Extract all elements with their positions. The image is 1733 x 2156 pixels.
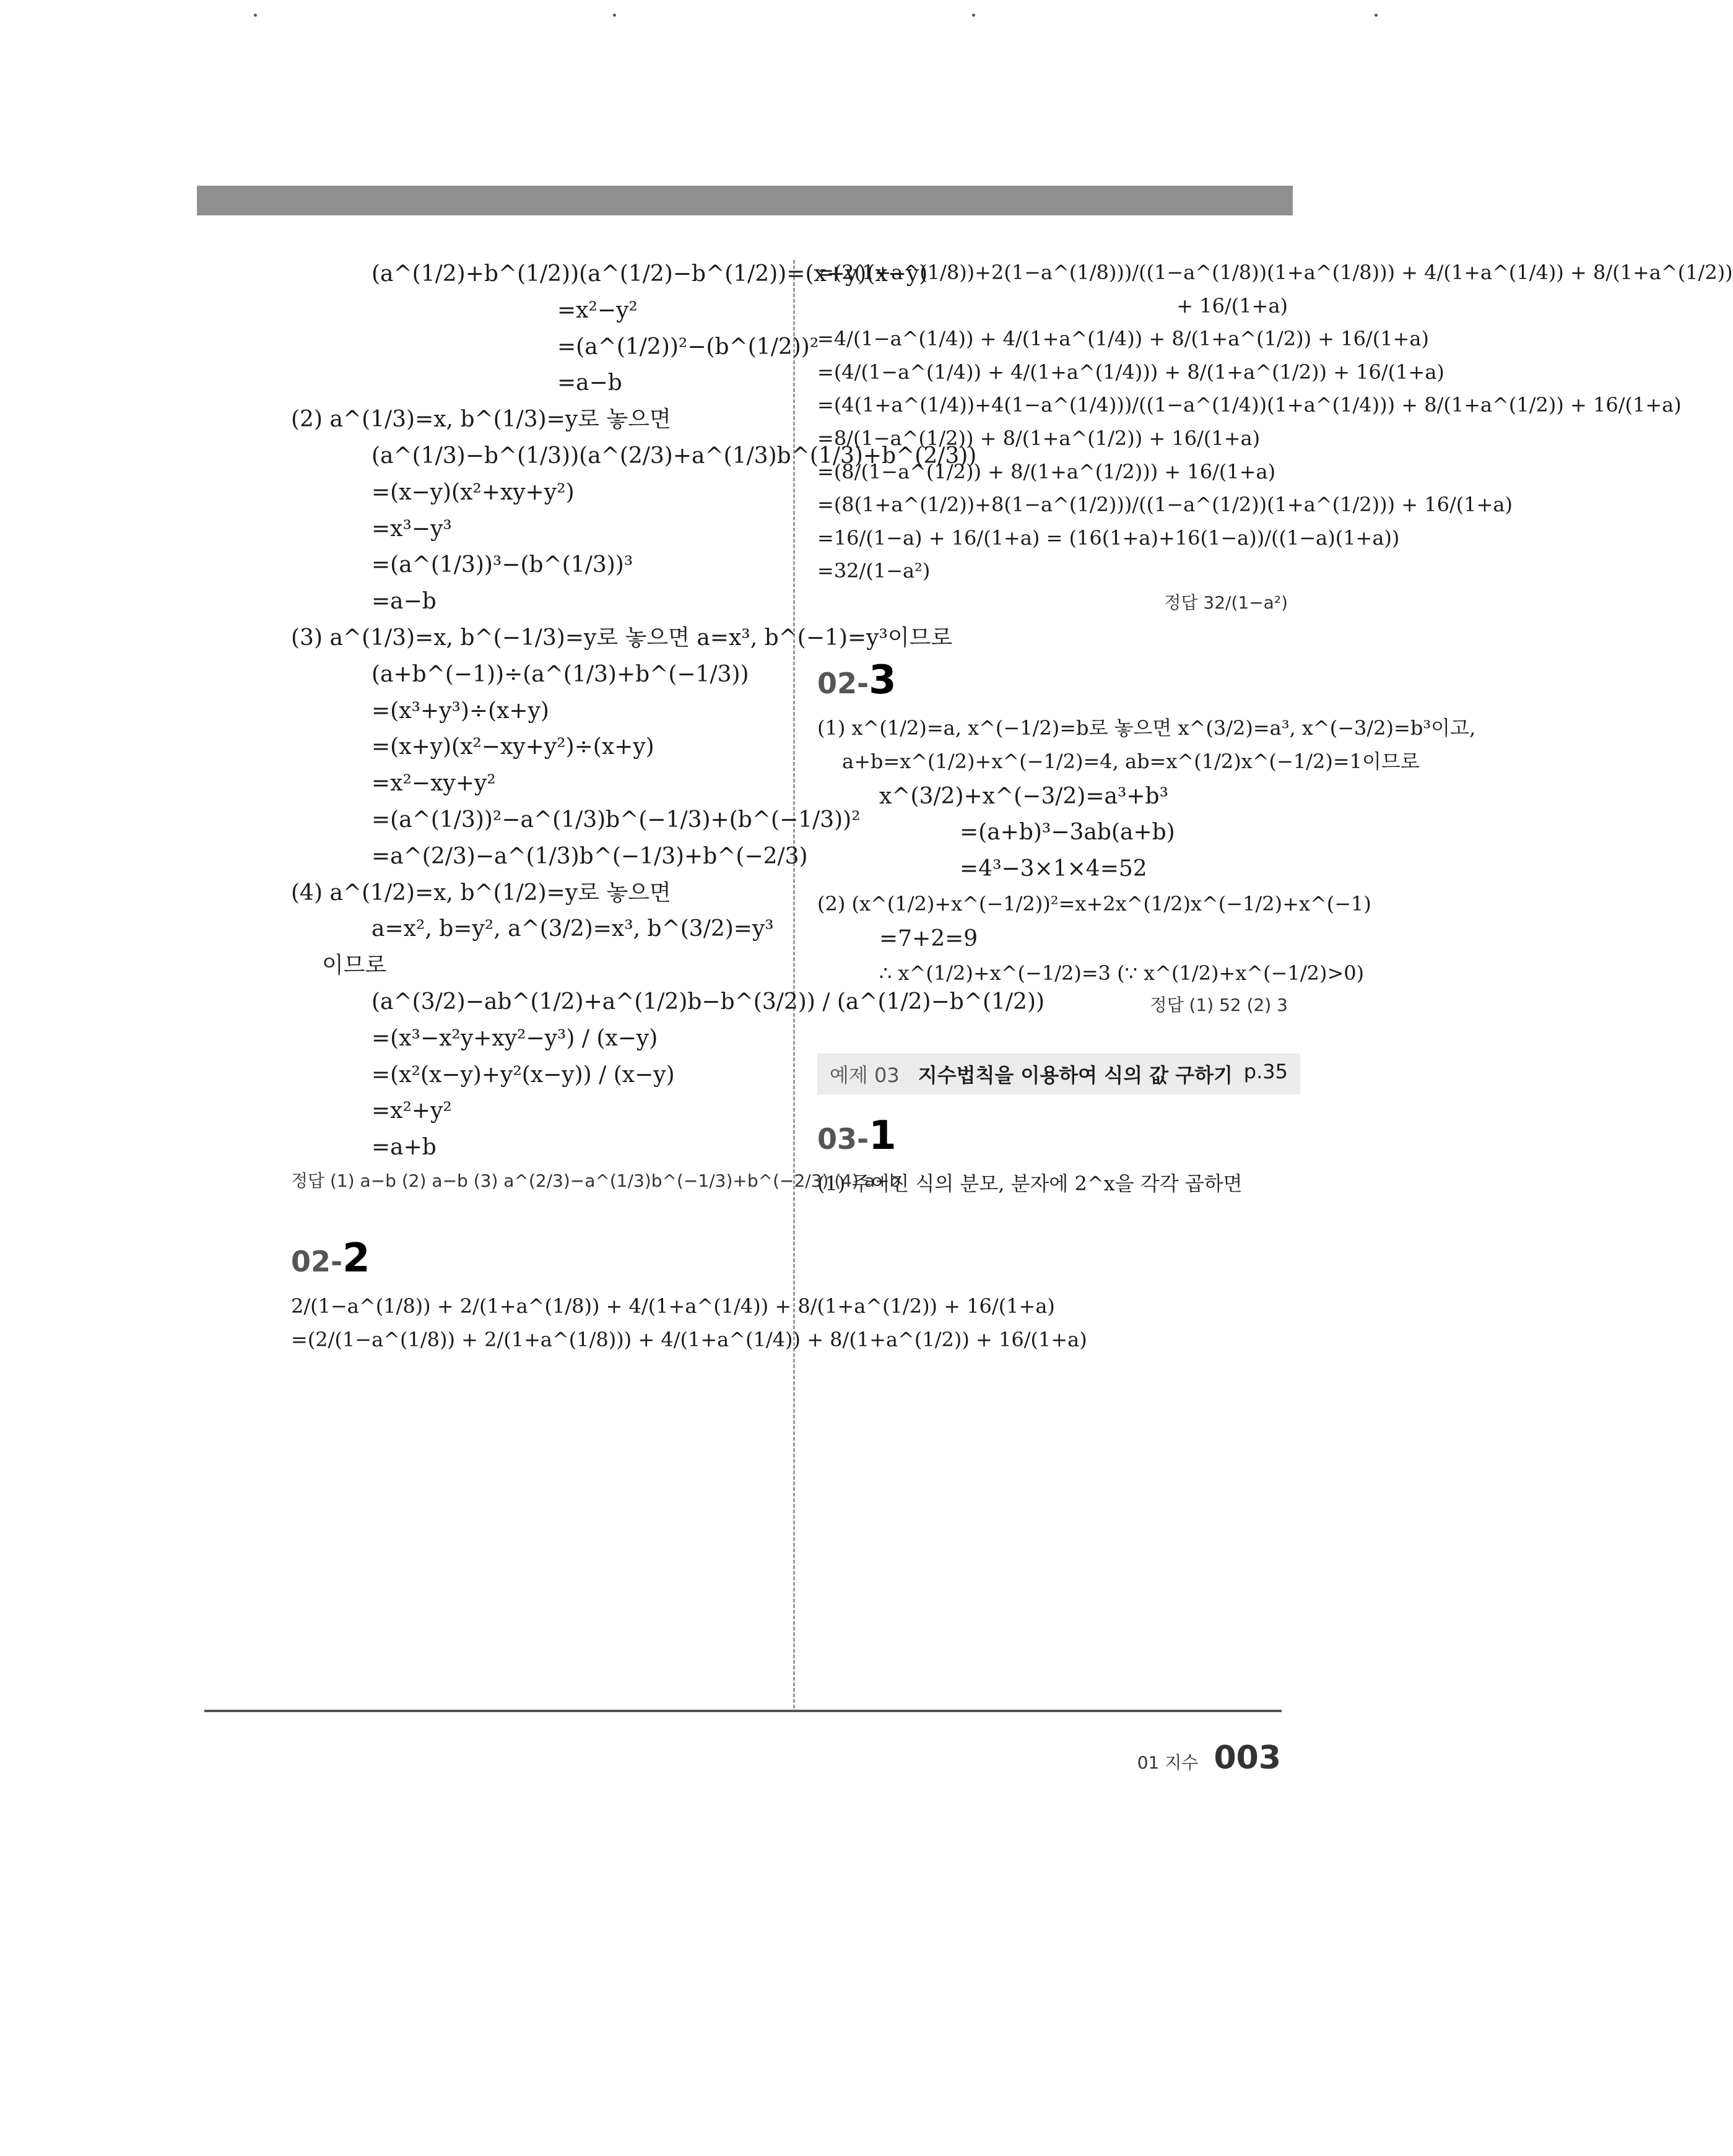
- example-page-ref: p.35: [1243, 1060, 1288, 1084]
- math-line: =(8/(1−a^(1/2)) + 8/(1+a^(1/2))) + 16/(1+a): [817, 459, 1276, 483]
- bottom-rule: [204, 1710, 1282, 1712]
- page-number: 003: [1214, 1739, 1281, 1777]
- math-line: =(a^(1/2))²−(b^(1/2))²: [557, 334, 819, 360]
- math-line: =7+2=9: [879, 925, 978, 951]
- math-line: =a+b: [371, 1135, 437, 1161]
- math-line: =(a^(1/3))²−a^(1/3)b^(−1/3)+(b^(−1/3))²: [371, 807, 861, 833]
- scan-dot: [972, 14, 975, 17]
- scan-dot: [613, 14, 616, 17]
- chapter-label: 01 지수: [1137, 1752, 1199, 1773]
- part-intro: (2) a^(1/3)=x, b^(1/3)=y로 놓으면: [291, 407, 671, 433]
- page-footer: [1137, 1739, 1281, 1777]
- math-line: =32/(1−a²): [817, 559, 931, 583]
- math-line: =(x²(x−y)+y²(x−y)) / (x−y): [371, 1062, 675, 1088]
- math-line: =x³−y³: [371, 516, 452, 542]
- math-line: =(4(1+a^(1/4))+4(1−a^(1/4)))/((1−a^(1/4))(1+a^(1/4))) + 8/(1+a^(1/2)) + 16/(1+a): [817, 393, 1682, 417]
- answer-line: 정답 (1) a−b (2) a−b (3) a^(2/3)−a^(1/3)b^(−1/3)+b^(−2/3) (4) a+b: [291, 1170, 901, 1191]
- math-line: =8/(1−a^(1/2)) + 8/(1+a^(1/2)) + 16/(1+a): [817, 426, 1261, 450]
- math-line: =x²−xy+y²: [371, 771, 496, 797]
- example-banner: [817, 1054, 1300, 1094]
- math-line: =(8(1+a^(1/2))+8(1−a^(1/2)))/((1−a^(1/2))(1+a^(1/2))) + 16/(1+a): [817, 493, 1513, 517]
- column-divider: [793, 260, 795, 1708]
- section-prefix: 02-: [817, 667, 869, 701]
- part-intro: (1) x^(1/2)=a, x^(−1/2)=b로 놓으면 x^(3/2)=a³, x^(−3/2)=b³이고,: [817, 716, 1476, 740]
- section-heading: [817, 657, 1300, 703]
- math-line: =a−b: [557, 370, 622, 396]
- math-line: ∴ x^(1/2)+x^(−1/2)=3 (∵ x^(1/2)+x^(−1/2)>0): [879, 961, 1365, 985]
- part-intro: (4) a^(1/2)=x, b^(1/2)=y로 놓으면: [291, 880, 671, 906]
- math-line: a=x², b=y², a^(3/2)=x³, b^(3/2)=y³: [371, 916, 774, 942]
- answer-line: 정답 32/(1−a²): [1164, 592, 1288, 613]
- math-line: 2/(1−a^(1/8)) + 2/(1+a^(1/8)) + 4/(1+a^(1/4)) + 8/(1+a^(1/2)) + 16/(1+a): [291, 1294, 1055, 1318]
- math-line: =x²+y²: [371, 1098, 452, 1124]
- math-line: =(x−y)(x²+xy+y²): [371, 479, 575, 505]
- math-line: (a^(1/3)−b^(1/3))(a^(2/3)+a^(1/3)b^(1/3)+b^(2/3)): [371, 443, 977, 469]
- math-line: =(a+b)³−3ab(a+b): [960, 820, 1175, 846]
- section-number: 1: [869, 1113, 897, 1159]
- math-line: (a+b^(−1))÷(a^(1/3)+b^(−1/3)): [371, 661, 749, 687]
- example-title: 지수법칙을 이용하여 식의 값 구하기: [918, 1063, 1233, 1088]
- math-line: =(a^(1/3))³−(b^(1/3))³: [371, 552, 633, 578]
- part-intro: (2) (x^(1/2)+x^(−1/2))²=x+2x^(1/2)x^(−1/2)+x^(−1): [817, 891, 1371, 916]
- math-line: (a^(3/2)−ab^(1/2)+a^(1/2)b−b^(3/2)) / (a^(1/2)−b^(1/2)): [371, 989, 1045, 1015]
- math-line: =(2(1+a^(1/8))+2(1−a^(1/8)))/((1−a^(1/8))(1+a^(1/8))) + 4/(1+a^(1/4)) + 8/(1+a^(1/2)): [817, 261, 1733, 284]
- section-heading: [817, 1113, 1300, 1159]
- answer-line: 정답 (1) 52 (2) 3: [1150, 994, 1288, 1015]
- math-line: =x²−y²: [557, 297, 638, 323]
- example-number: 예제 03: [830, 1063, 900, 1088]
- section-prefix: 03-: [817, 1122, 869, 1156]
- math-line: =(2/(1−a^(1/8)) + 2/(1+a^(1/8))) + 4/(1+a^(1/4)) + 8/(1+a^(1/2)) + 16/(1+a): [291, 1327, 1087, 1351]
- math-line: =(x³−x²y+xy²−y³) / (x−y): [371, 1025, 658, 1051]
- scan-dot: [1375, 14, 1378, 17]
- text-line: 이므로: [322, 953, 387, 979]
- section-prefix: 02-: [291, 1245, 343, 1279]
- math-line: + 16/(1+a): [1176, 293, 1288, 318]
- text-line: (1) 주어진 식의 분모, 분자에 2^x을 각각 곱하면: [817, 1172, 1243, 1196]
- math-line: =a−b: [371, 589, 437, 615]
- math-line: x^(3/2)+x^(−3/2)=a³+b³: [879, 783, 1169, 809]
- math-line: =(x+y)(x²−xy+y²)÷(x+y): [371, 734, 654, 760]
- math-line: (a^(1/2)+b^(1/2))(a^(1/2)−b^(1/2))=(x+y)(x−y): [371, 261, 928, 287]
- math-line: =(4/(1−a^(1/4)) + 4/(1+a^(1/4))) + 8/(1+a^(1/2)) + 16/(1+a): [817, 360, 1444, 384]
- scan-dot: [254, 14, 257, 17]
- math-line: =(x³+y³)÷(x+y): [371, 698, 549, 724]
- section-heading: [291, 1236, 786, 1281]
- math-line: =4/(1−a^(1/4)) + 4/(1+a^(1/4)) + 8/(1+a^(1/2)) + 16/(1+a): [817, 327, 1429, 351]
- math-line: =4³−3×1×4=52: [960, 856, 1147, 882]
- math-line: a+b=x^(1/2)+x^(−1/2)=4, ab=x^(1/2)x^(−1/2)=1이므로: [842, 749, 1420, 773]
- right-column: [817, 260, 1733, 1205]
- header-bar: [197, 186, 1293, 215]
- math-line: =16/(1−a) + 16/(1+a) = (16(1+a)+16(1−a))/((1−a)(1+a)): [817, 526, 1400, 550]
- section-number: 3: [869, 657, 897, 704]
- section-number: 2: [342, 1236, 370, 1282]
- part-intro: (3) a^(1/3)=x, b^(−1/3)=y로 놓으면 a=x³, b^(−1)=y³이므로: [291, 625, 953, 651]
- math-line: =a^(2/3)−a^(1/3)b^(−1/3)+b^(−2/3): [371, 843, 808, 869]
